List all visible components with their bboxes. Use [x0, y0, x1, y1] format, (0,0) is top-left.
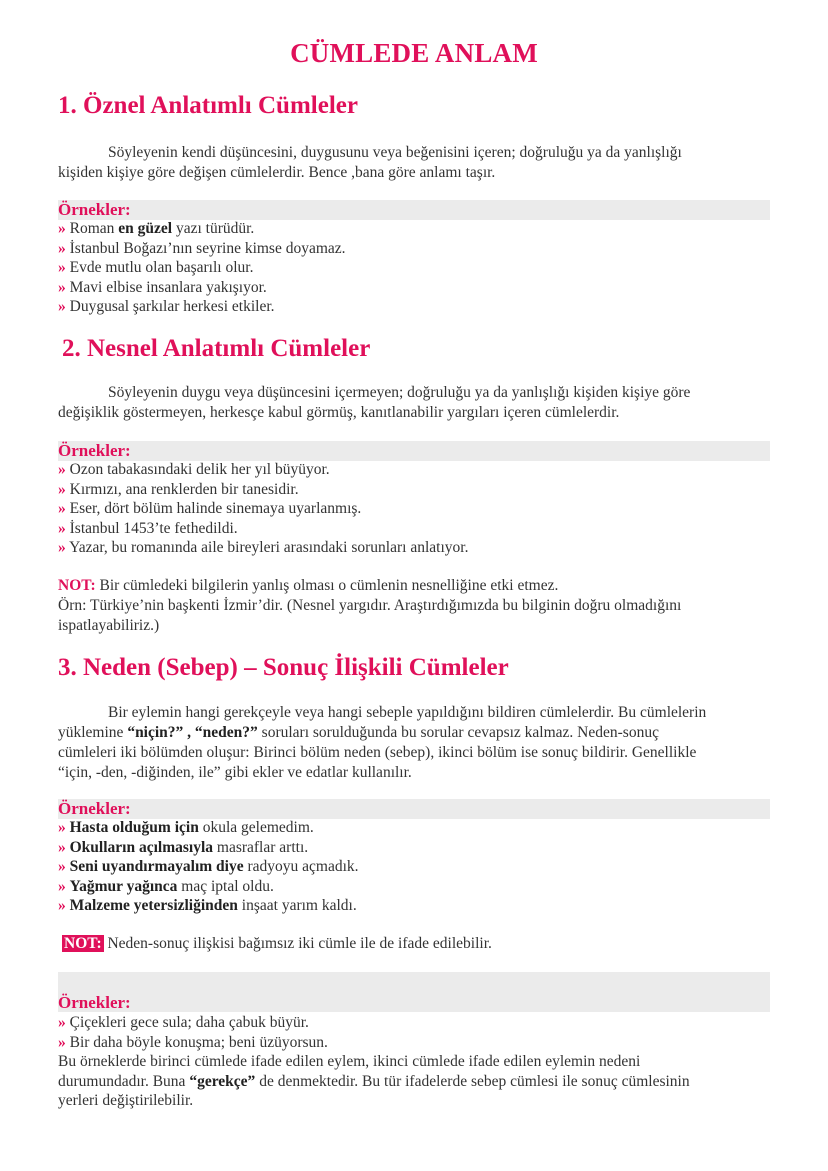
section2-note-line3: ispatlayabiliriz.) [58, 617, 160, 634]
section1-para-line1: Söyleyenin kendi düşüncesini, duygusunu veya beğenisini içeren; doğruluğu ya da yanlışlığı [108, 144, 682, 161]
section3-examples2-bar [58, 972, 770, 1012]
section2-note-line2: Örn: Türkiye’nin başkenti İzmir’dir. (Nesnel yargıdır. Araştırdığımızda bu bilginin doğru olmadığını [58, 597, 682, 614]
section3-examples2-label: Örnekler: [58, 993, 131, 1012]
list-item: » Çiçekleri gece sula; daha çabuk büyür. [58, 1014, 309, 1031]
section3-examples-list [58, 818, 770, 916]
section3-examples2-list: » Çiçekleri gece sula; daha çabuk büyür. » Bir daha böyle konuşma; beni üzüyorsun. Bu örneklerde birinci cümlede ifade edilen eylem, ikinci cümlede ifade edilen eylemin nedeni durumundadır. Buna “gerekçe” de denmektedir. Bu tür ifadelerde sebep cümlesi ile sonuç cümlesinin yerleri değiştirilebilir. [58, 1013, 770, 1111]
section3-note-label: NOT: [64, 935, 102, 952]
list-item: » Bir daha böyle konuşma; beni üzüyorsun. [58, 1033, 328, 1051]
bullet-icon: » [58, 480, 66, 498]
section2-paragraph [58, 383, 770, 423]
section3-para-line1: Bir eylemin hangi gerekçeyle veya hangi sebeple yapıldığını bildiren cümlelerdir. Bu cümlelerin [108, 704, 707, 721]
section2-examples-bar [58, 441, 770, 461]
section2-note-text: Bir cümledeki bilgilerin yanlış olması o cümlenin nesnelliğine etki etmez. [95, 577, 559, 594]
list-item: » Mavi elbise insanlara yakışıyor. [58, 278, 267, 296]
section2-note [58, 576, 770, 636]
section3-para-line3: cümleleri iki bölümden oluşur: Birinci bölüm neden (sebep), ikinci bölüm ise sonuç bildirir. Genellikle [58, 744, 697, 761]
list-item: » İstanbul 1453’te fethedildi. [58, 519, 238, 537]
section3-para-line4: “için, -den, -diğinden, ile” gibi ekler ve edatlar kullanılır. [58, 764, 412, 781]
list-item: » Kırmızı, ana renklerden bir tanesidir. [58, 480, 299, 498]
list-item: » İstanbul Boğazı’nın seyrine kimse doyamaz. [58, 239, 346, 257]
bullet-icon: » [58, 298, 66, 315]
bullet-icon: » [58, 259, 66, 276]
list-item: » Seni uyandırmayalım diye radyoyu açmadık. [58, 858, 359, 875]
closing-line3: yerleri değiştirilebilir. [58, 1092, 194, 1109]
closing-line1: Bu örneklerde birinci cümlede ifade edilen eylem, ikinci cümlede ifade edilen eylemin nedeni [58, 1053, 641, 1070]
section3-note [62, 934, 774, 954]
bullet-icon: » [58, 461, 66, 478]
section3-note-text: Neden-sonuç ilişkisi bağımsız iki cümle ile de ifade edilebilir. [103, 935, 492, 952]
list-item: » Evde mutlu olan başarılı olur. [58, 259, 254, 276]
bullet-icon: » [58, 897, 66, 914]
bullet-icon: » [58, 838, 66, 856]
section3-examples-label: Örnekler: [58, 799, 131, 818]
section1-examples-bar [58, 200, 770, 220]
section2-para-line2: değişiklik göstermeyen, herkesçe kabul görmüş, kanıtlanabilir yargıları içeren cümlelerdir. [58, 404, 620, 421]
list-item: » Yağmur yağınca maç iptal oldu. [58, 877, 274, 895]
section1-heading: 1. Öznel Anlatımlı Cümleler [58, 92, 358, 119]
bullet-icon: » [58, 239, 66, 257]
bullet-icon: » [58, 278, 66, 296]
bullet-icon: » [58, 858, 66, 875]
bullet-icon: » [58, 1014, 66, 1031]
bullet-icon: » [58, 877, 66, 895]
list-item: » Yazar, bu romanında aile bireyleri arasındaki sorunları anlatıyor. [58, 539, 469, 556]
bullet-icon: » [58, 220, 66, 237]
section1-para-line2: kişiden kişiye göre değişen cümlelerdir. Bence ,bana göre anlamı taşır. [58, 164, 496, 181]
section2-examples-label: Örnekler: [58, 441, 131, 460]
section2-para-line1: Söyleyenin duygu veya düşüncesini içermeyen; doğruluğu ya da yanlışlığı kişiden kişiye göre [108, 384, 691, 401]
section3-heading: 3. Neden (Sebep) – Sonuç İlişkili Cümleler [58, 654, 509, 681]
section1-examples-label: Örnekler: [58, 200, 131, 219]
section1-paragraph [58, 143, 770, 183]
section3-paragraph: Bir eylemin hangi gerekçeyle veya hangi sebeple yapıldığını bildiren cümlelerdir. Bu cümlelerin yüklemine “niçin?” , “neden?” soruları sorulduğunda bu sorular cevapsız kalmaz. Neden-sonuç cümleleri iki bölümden oluşur: Birinci bölüm neden (sebep), ikinci bölüm ise sonuç bildirir. Genellikle “için, -den, -diğinden, ile” gibi ekler ve edatlar kullanılır. [58, 703, 770, 783]
list-item: » Malzeme yetersizliğinden inşaat yarım kaldı. [58, 897, 357, 914]
list-item: » Ozon tabakasındaki delik her yıl büyüyor. [58, 461, 330, 478]
bullet-icon: » [58, 819, 66, 836]
document-title: CÜMLEDE ANLAM [290, 38, 538, 68]
bullet-icon: » [58, 539, 66, 556]
list-item: » Duygusal şarkılar herkesi etkiler. [58, 298, 275, 315]
section2-heading: 2. Nesnel Anlatımlı Cümleler [62, 335, 371, 362]
bullet-icon: » [58, 500, 66, 517]
list-item: » Hasta olduğum için okula gelemedim. [58, 819, 314, 836]
section2-examples-list [58, 460, 770, 558]
bullet-icon: » [58, 519, 66, 537]
section1-examples-list [58, 219, 770, 317]
bullet-icon: » [58, 1033, 66, 1051]
section2-note-label: NOT: [58, 577, 96, 594]
list-item: » Eser, dört bölüm halinde sinemaya uyarlanmış. [58, 500, 362, 517]
list-item: » Okulların açılmasıyla masraflar arttı. [58, 838, 309, 856]
list-item: » Roman en güzel yazı türüdür. [58, 220, 255, 237]
section3-examples-bar [58, 799, 770, 819]
